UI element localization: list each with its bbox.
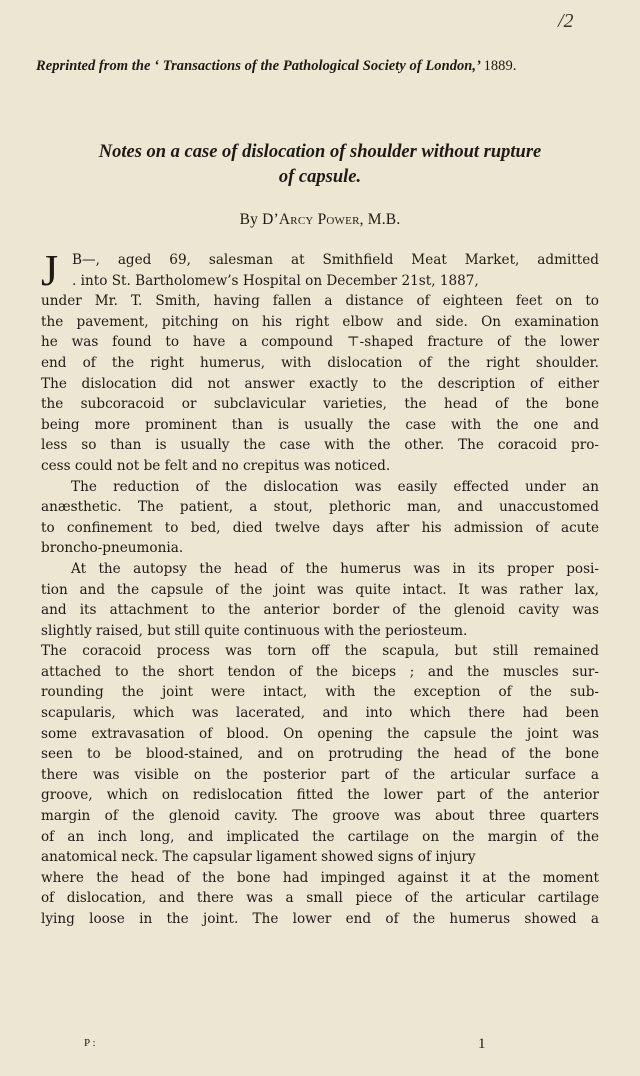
text-line [41,621,599,642]
text-line [41,868,599,889]
line-text: end of the right humerus, with dislocation of the right shoulder. [41,354,599,371]
text-line [41,518,599,539]
text-line [72,250,599,271]
title-line-2: of capsule. [278,167,362,187]
text-line [41,888,599,909]
line-text: to confinement to bed, died twelve days after his admission of acute [41,519,599,536]
line-text: the pavement, pitching on his right elbow and side. On examination [41,313,599,330]
text-line [41,415,599,436]
text-line [41,456,599,477]
printer-signature: P : [84,1037,96,1049]
text-line [41,394,599,415]
handwritten-note: /2 [558,10,574,32]
line-text: . into St. Bartholomew’s Hospital on December 21st, 1887, [72,272,479,289]
text-line [41,724,599,745]
text-line [41,600,599,621]
line-text: of an inch long, and implicated the cartilage on the margin of the [41,828,599,845]
line-text: anatomical neck. The capsular ligament showed signs of injury [41,849,476,866]
line-text: where the head of the bone had impinged against it at the moment [41,869,599,886]
line-text: and its attachment to the anterior border of the glenoid cavity was [41,602,599,619]
line-text: the subcoracoid or subclavicular varieties, the head of the bone [41,396,599,413]
text-line [41,353,599,374]
reprint-year: 1889. [483,58,517,74]
text-line [41,312,599,333]
text-line [41,641,599,662]
line-text: of dislocation, and there was a small piece of the articular cartilage [41,890,599,907]
text-line [41,827,599,848]
line-text: being more prominent than is usually the case with the one and [41,416,599,433]
line-text: The coracoid process was torn off the scapula, but still remained [41,643,599,660]
line-text: B—, aged 69, salesman at Smithfield Meat Market, admitted [72,252,599,268]
line-text: broncho-pneumonia. [41,540,184,557]
reprint-source: Reprinted from the ‘ Transactions of the Pathological Society of London,’ [36,58,480,74]
line-text: under Mr. T. Smith, having fallen a distance of eighteen feet on to [41,293,599,310]
text-line [41,785,599,806]
author-byline [40,211,600,229]
text-line [41,559,599,580]
line-text: scapularis, which was lacerated, and into which there had been [41,705,599,722]
line-text: cess could not be felt and no crepitus was noticed. [41,457,391,474]
line-text: lying loose in the joint. The lower end of the humerus showed a [41,911,599,927]
line-text: attached to the short tendon of the biceps ; and the muscles sur- [41,663,599,680]
article-body [41,291,599,929]
text-line [41,765,599,786]
text-line [41,332,599,353]
article-title [40,140,600,190]
text-line [41,682,599,703]
text-line [41,538,599,559]
text-line [41,703,599,724]
line-text: less so than is usually the case with the other. The coracoid pro- [41,437,599,454]
line-text: seen to be blood-stained, and on protruding the head of the bone [41,746,599,763]
line-text: anæsthetic. The patient, a stout, plethoric man, and unaccustomed [41,499,599,516]
text-line [72,271,599,292]
drop-cap: J [41,246,59,295]
text-line [41,580,599,601]
line-text: groove, which on redislocation fitted the lower part of the anterior [41,787,599,804]
first-lines [72,250,599,291]
line-text: At the autopsy the head of the humerus was in its proper posi- [71,560,599,577]
text-line [41,847,599,868]
text-line [41,374,599,395]
title-line-1: Notes on a case of dislocation of shoulder without rupture [98,142,542,162]
line-text: tion and the capsule of the joint was quite intact. It was rather lax, [41,581,599,598]
author-prefix: By [239,211,259,228]
line-text: he was found to have a compound ⊤-shaped fracture of the lower [41,334,599,351]
line-text: The dislocation did not answer exactly to the description of either [41,375,599,392]
text-line [41,497,599,518]
text-line [41,435,599,456]
line-text: there was visible on the posterior part of the articular surface a [41,766,599,783]
line-text: rounding the joint were intact, with the exception of the sub- [41,684,599,701]
text-line [41,744,599,765]
text-line [41,477,599,498]
author-name: D’Arcy Power, M.B. [262,211,401,228]
reprint-header [36,58,616,75]
line-text: slightly raised, but still quite continuous with the periosteum. [41,622,468,639]
line-text: margin of the glenoid cavity. The groove was about three quarters [41,808,599,825]
text-line [41,806,599,827]
text-line [41,662,599,683]
line-text: some extravasation of blood. On opening the capsule the joint was [41,725,599,742]
line-text: The reduction of the dislocation was easily effected under an [71,478,599,495]
page-number: 1 [478,1036,486,1052]
text-line [41,291,599,312]
text-line [41,909,599,930]
